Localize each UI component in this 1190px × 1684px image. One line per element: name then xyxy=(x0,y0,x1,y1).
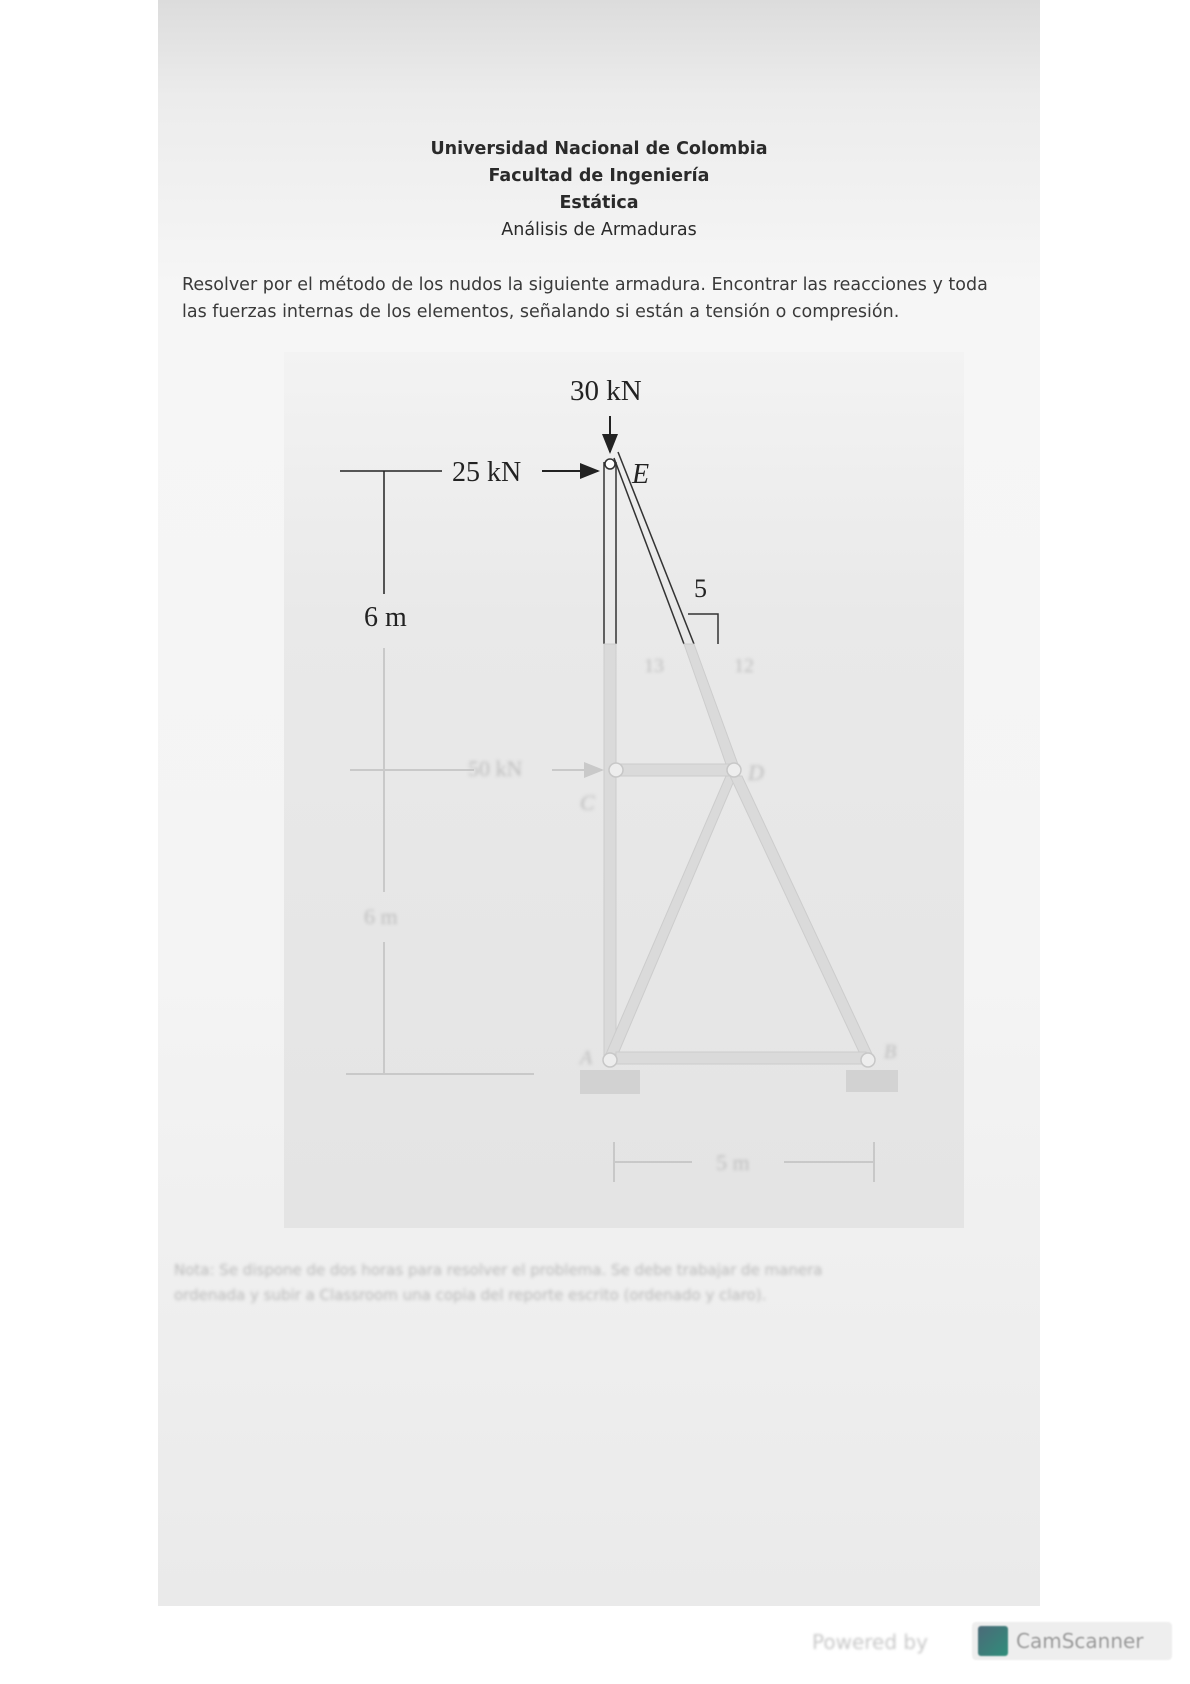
node-a-label: A xyxy=(580,1047,593,1069)
truss-diagram xyxy=(284,352,964,1228)
camscanner-icon xyxy=(978,1626,1008,1656)
member-da xyxy=(606,776,736,1054)
note-text xyxy=(174,1258,1034,1308)
joint-d xyxy=(727,763,741,777)
node-c-label: C xyxy=(580,790,595,815)
column-lower xyxy=(604,644,616,1056)
upper-dimension-label: 6 m xyxy=(364,602,407,633)
lower-dimension-label: 6 m xyxy=(364,904,398,929)
bottom-dimension-label: 5 m xyxy=(716,1150,750,1175)
powered-by-text: Powered by xyxy=(812,1630,928,1654)
slope-13-label: 13 xyxy=(644,655,664,677)
camscanner-logo xyxy=(972,1622,1172,1660)
member-cd xyxy=(616,764,730,776)
joint-c xyxy=(609,763,623,777)
university-name: Universidad Nacional de Colombia xyxy=(430,139,768,159)
slope-5-label: 5 xyxy=(694,574,707,603)
camscanner-brand: CamScanner xyxy=(1016,1629,1144,1653)
statement-line-2: las fuerzas internas de los elementos, señalando si están a tensión o compresión. xyxy=(182,302,900,322)
note-line-1: Nota: Se dispone de dos horas para resolver el problema. Se debe trabajar de manera xyxy=(174,1261,823,1279)
member-ed-edge-2 xyxy=(618,452,694,644)
slope-12-label: 12 xyxy=(734,655,754,677)
truss-figure xyxy=(284,352,964,1228)
top-horizontal-load-label: 25 kN xyxy=(452,457,522,488)
course-name: Estática xyxy=(559,193,639,213)
mid-horizontal-load-label: 50 kN xyxy=(468,756,523,781)
vertical-load-label: 30 kN xyxy=(570,375,642,407)
scanner-watermark xyxy=(812,1622,1182,1662)
support-b xyxy=(846,1070,898,1092)
member-db xyxy=(730,776,872,1054)
faculty-name: Facultad de Ingeniería xyxy=(488,166,710,186)
support-a xyxy=(580,1070,640,1094)
topic-name: Análisis de Armaduras xyxy=(501,220,697,240)
note-line-2: ordenada y subir a Classroom una copia del reporte escrito (ordenado y claro). xyxy=(174,1286,767,1304)
joint-e xyxy=(605,459,615,469)
member-ed-lower xyxy=(684,644,740,770)
problem-statement xyxy=(182,272,1042,326)
member-ab xyxy=(616,1052,866,1064)
statement-line-1: Resolver por el método de los nudos la siguiente armadura. Encontrar las reacciones y toda xyxy=(182,275,988,295)
joint-a xyxy=(603,1053,617,1067)
lower-truss-faint xyxy=(346,644,898,1182)
document-header xyxy=(158,136,1040,244)
node-d-label: D xyxy=(748,760,764,785)
node-e-label: E xyxy=(632,459,650,490)
joint-b xyxy=(861,1053,875,1067)
node-b-label: B xyxy=(884,1041,897,1063)
